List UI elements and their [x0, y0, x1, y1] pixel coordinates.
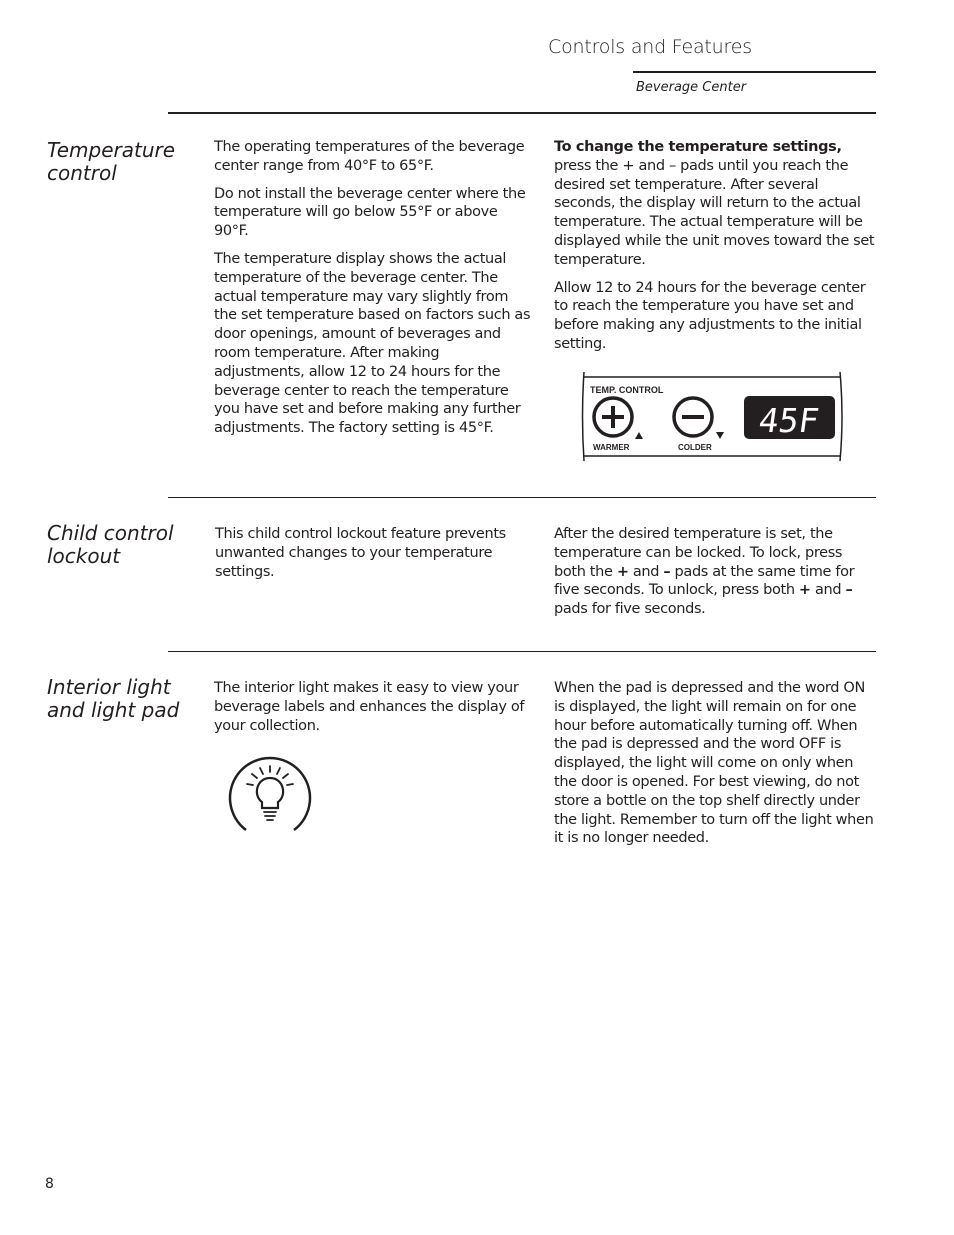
plus-symbol: + — [616, 563, 629, 580]
section-title-line: lockout — [47, 544, 121, 568]
paragraph: The operating temperatures of the beverage center range from 40°F to 65°F. — [214, 139, 525, 174]
section-divider — [168, 651, 876, 652]
section-divider-top — [168, 112, 876, 114]
temperature-column-1 — [214, 138, 532, 447]
up-arrow-icon — [635, 432, 643, 439]
section-title-light — [47, 676, 197, 722]
paragraph: This child control lockout feature prevents unwanted changes to your temperature settings. — [215, 526, 506, 580]
text: pads for five seconds. — [554, 601, 706, 618]
lockout-column-2 — [554, 525, 876, 628]
section-title-temperature — [47, 139, 197, 185]
minus-symbol: – — [845, 582, 853, 599]
down-arrow-icon — [716, 432, 724, 439]
section-title-line: control — [47, 161, 117, 185]
panel-label: TEMP. CONTROL — [590, 385, 664, 395]
section-divider — [168, 497, 876, 498]
temp-control-panel — [578, 369, 848, 464]
page-header-title: Controls and Features — [548, 36, 752, 58]
section-title-lockout — [47, 522, 197, 568]
section-title-line: Temperature — [47, 138, 176, 162]
header-divider — [633, 71, 876, 73]
paragraph: Allow 12 to 24 hours for the beverage center to reach the temperature you have set and before making any adjustments to the initial setting. — [554, 279, 866, 352]
minus-symbol: – — [663, 563, 671, 580]
warmer-plus-button[interactable] — [594, 398, 632, 436]
paragraph: When the pad is depressed and the word ON is displayed, the light will remain on for one hour before automatically turning off. When the pad is depressed and the word OFF is displayed, the light will come on only when the door is opened. For best viewing, do not store a bottle on the top shelf directly under the light. Remember to turn off the light when it is no longer needed. — [554, 680, 874, 847]
colder-label: COLDER — [678, 443, 712, 452]
section-title-line: Interior light — [47, 675, 171, 699]
page-header-subtitle: Beverage Center — [636, 80, 747, 95]
plus-symbol: + — [798, 582, 811, 599]
paragraph-text: press the + and – pads until you reach the desired set temperature. After several seconds, the display will return to the actual temperature. The actual temperature will be displayed while the unit moves toward the set temperature. — [554, 157, 875, 268]
page-number: 8 — [45, 1176, 54, 1192]
lockout-column-1 — [215, 525, 533, 590]
paragraph — [554, 525, 876, 619]
section-title-line: Child control — [47, 521, 174, 545]
text: pads at the same time for five seconds. To unlock, press both — [554, 563, 855, 599]
paragraph: Do not install the beverage center where the temperature will go below 55°F or above 90°F. — [214, 185, 526, 240]
temperature-column-2 — [554, 138, 876, 363]
text: and — [628, 563, 664, 580]
section-title-line: and light pad — [47, 698, 180, 722]
text: After the desired temperature is set, the temperature can be locked. To lock, press both the — [554, 526, 843, 580]
paragraph: The temperature display shows the actual temperature of the beverage center. The actual temperature may vary slightly from the set temperature based on factors such as door openings, amount of beverages and room temperature. After making adjustments, allow 12 to 24 hours for the beverage center to reach the temperature you have set and before making any further adjustments. The factory setting is 45°F. — [214, 250, 531, 437]
colder-minus-button[interactable] — [674, 398, 712, 436]
text: and — [810, 582, 846, 599]
bold-lead: To change the temperature settings, — [554, 139, 842, 155]
light-column-1 — [214, 679, 532, 744]
light-column-2 — [554, 679, 876, 857]
paragraph — [554, 138, 876, 270]
paragraph: The interior light makes it easy to view your beverage labels and enhances the display of your collection. — [214, 680, 525, 734]
display-readout: 45F — [756, 401, 822, 440]
warmer-label: WARMER — [593, 443, 630, 452]
light-bulb-icon[interactable] — [226, 752, 314, 838]
